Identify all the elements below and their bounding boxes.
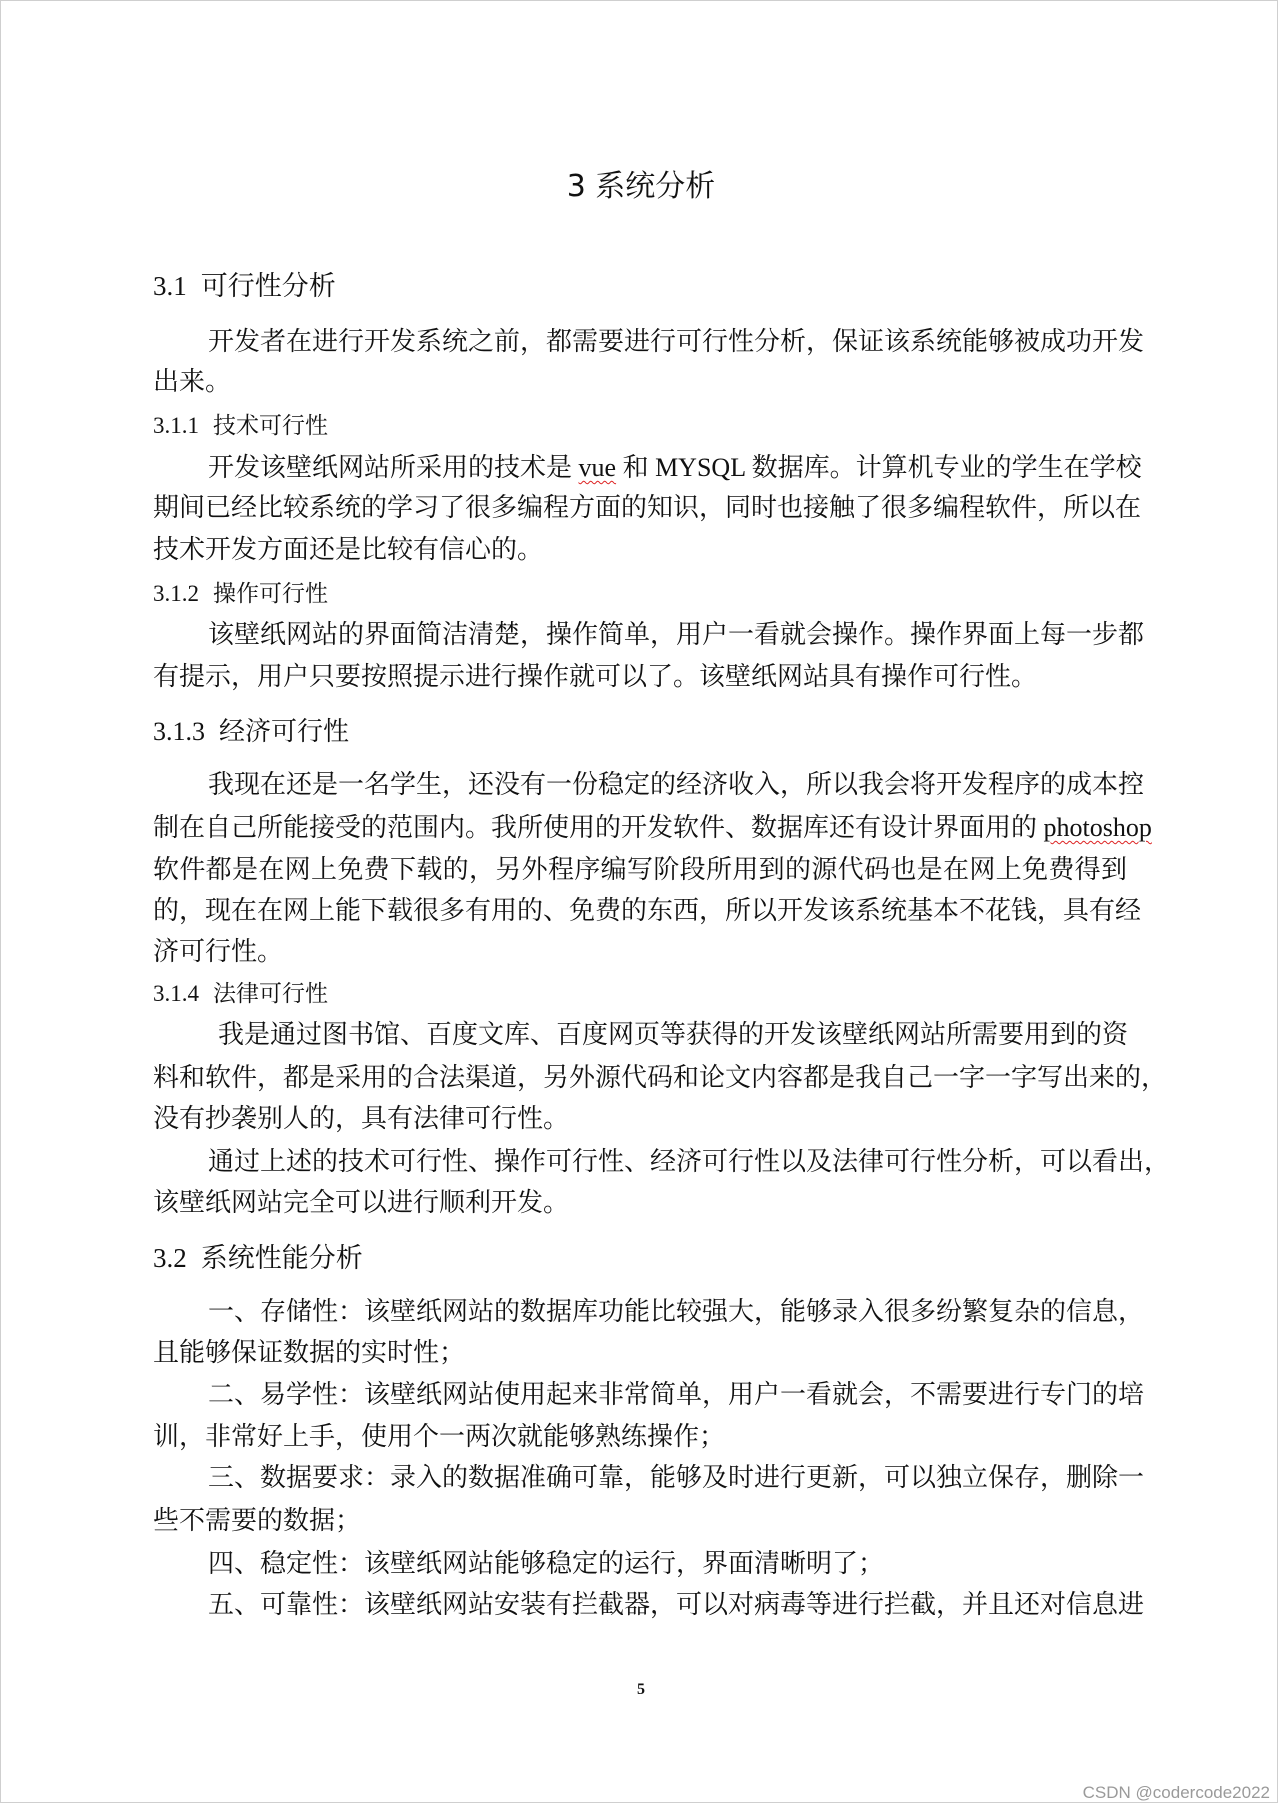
list-item-storage: 一、存储性：该壁纸网站的数据库功能比较强大，能够录入很多纷繁复杂的信息， bbox=[208, 1297, 1145, 1326]
section-title: 可行性分析 bbox=[200, 271, 336, 302]
section-number: 3.1.1 bbox=[153, 413, 199, 438]
section-number: 3.1 bbox=[153, 271, 187, 301]
paragraph-line: 期间已经比较系统的学习了很多编程方面的知识，同时也接触了很多编程软件，所以在 bbox=[153, 493, 1142, 522]
csdn-watermark: CSDN @codercode2022 bbox=[1082, 1783, 1270, 1802]
section-heading-3-1-4 bbox=[153, 982, 328, 1006]
section-heading-3-1-2 bbox=[153, 582, 328, 606]
paragraph-line: 该壁纸网站完全可以进行顺利开发。 bbox=[153, 1188, 570, 1217]
section-title: 经济可行性 bbox=[219, 717, 350, 747]
list-item-reliability: 五、可靠性：该壁纸网站安装有拦截器，可以对病毒等进行拦截，并且还对信息进 bbox=[208, 1590, 1145, 1619]
list-item-storage-cont: 且能够保证数据的实时性； bbox=[153, 1338, 466, 1367]
section-title: 系统性能分析 bbox=[200, 1243, 363, 1274]
paragraph-line: 我现在还是一名学生，还没有一份稳定的经济收入，所以我会将开发程序的成本控 bbox=[208, 770, 1145, 799]
list-item-learnability-cont: 训，非常好上手，使用个一两次就能够熟练操作； bbox=[153, 1422, 726, 1451]
paragraph-line: 济可行性。 bbox=[153, 937, 284, 966]
paragraph-line bbox=[208, 453, 1142, 482]
paragraph-line: 的，现在在网上能下载很多有用的、免费的东西，所以开发该系统基本不花钱，具有经 bbox=[153, 896, 1142, 925]
section-title: 法律可行性 bbox=[213, 981, 328, 1007]
section-number: 3.1.4 bbox=[153, 981, 199, 1006]
section-heading-3-1 bbox=[153, 273, 336, 300]
paragraph-line: 出来。 bbox=[153, 367, 232, 396]
list-item-data-requirements-cont: 些不需要的数据； bbox=[153, 1506, 362, 1535]
spellcheck-flagged-word[interactable]: photoshop bbox=[1043, 813, 1152, 842]
paragraph-line bbox=[153, 813, 1152, 842]
list-item-stability: 四、稳定性：该壁纸网站能够稳定的运行，界面清晰明了； bbox=[208, 1549, 885, 1578]
paragraph-line: 开发者在进行开发系统之前，都需要进行可行性分析，保证该系统能够被成功开发 bbox=[208, 327, 1145, 356]
section-heading-3-2 bbox=[153, 1245, 363, 1272]
paragraph-line: 料和软件，都是采用的合法渠道，另外源代码和论文内容都是我自己一字一字写出来的， bbox=[153, 1063, 1168, 1092]
list-item-data-requirements: 三、数据要求：录入的数据准确可靠，能够及时进行更新，可以独立保存，删除一 bbox=[208, 1463, 1145, 1492]
section-number: 3.1.2 bbox=[153, 581, 199, 606]
paragraph-line: 技术开发方面还是比较有信心的。 bbox=[153, 535, 544, 564]
text-run: 和 MYSQL 数据库。计算机专业的学生在学校 bbox=[616, 453, 1142, 482]
text-run: 制在自己所能接受的范围内。我所使用的开发软件、数据库还有设计界面用的 bbox=[153, 813, 1044, 842]
section-heading-3-1-1 bbox=[153, 414, 328, 438]
paragraph-line: 没有抄袭别人的，具有法律可行性。 bbox=[153, 1104, 570, 1133]
section-title: 操作可行性 bbox=[213, 581, 328, 607]
section-heading-3-1-3 bbox=[153, 719, 349, 745]
page-number: 5 bbox=[637, 1681, 645, 1698]
paragraph-line: 软件都是在网上免费下载的，另外程序编写阶段所用到的源代码也是在网上免费得到 bbox=[153, 855, 1127, 884]
paragraph-line: 我是通过图书馆、百度文库、百度网页等获得的开发该壁纸网站所需要用到的资 bbox=[218, 1020, 1129, 1049]
paragraph-line: 通过上述的技术可行性、操作可行性、经济可行性以及法律可行性分析，可以看出， bbox=[208, 1147, 1171, 1176]
list-item-learnability: 二、易学性：该壁纸网站使用起来非常简单，用户一看就会，不需要进行专门的培 bbox=[208, 1380, 1145, 1409]
paragraph-line: 有提示，用户只要按照提示进行操作就可以了。该壁纸网站具有操作可行性。 bbox=[153, 662, 1038, 691]
text-run: 开发该壁纸网站所采用的技术是 bbox=[208, 453, 579, 482]
paragraph-line: 该壁纸网站的界面简洁清楚，操作简单，用户一看就会操作。操作界面上每一步都 bbox=[208, 620, 1145, 649]
section-title: 技术可行性 bbox=[213, 413, 328, 439]
section-number: 3.1.3 bbox=[153, 717, 205, 746]
section-number: 3.2 bbox=[153, 1243, 187, 1273]
chapter-title: 3 系统分析 bbox=[566, 169, 716, 204]
spellcheck-flagged-word[interactable]: vue bbox=[578, 453, 617, 482]
